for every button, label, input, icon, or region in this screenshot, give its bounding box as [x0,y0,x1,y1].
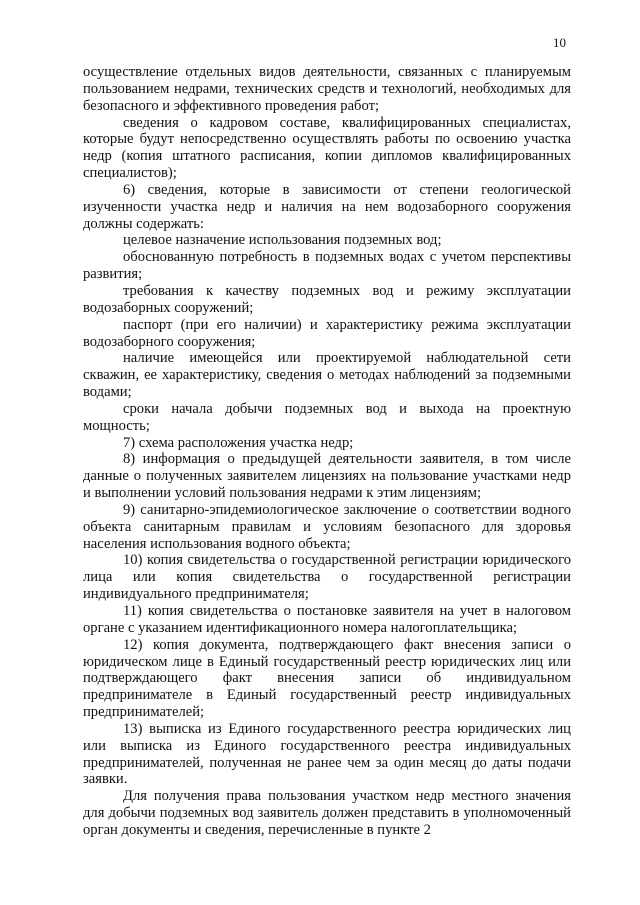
paragraph-9: сроки начала добычи подземных вод и выхода на проектную мощность; [83,400,571,434]
paragraph-10: 7) схема расположения участка недр; [123,434,354,451]
paragraph-2: сведения о кадровом составе, квалифицированных специалистах, которые будут непосредственно осуществлять работы по освоению участка недр (копия штатного расписания, копии дипломов квалифицированных специалистов); [83,114,571,182]
paragraph-1: осуществление отдельных видов деятельности, связанных с планируемым пользованием недрами, технических средств и технологий, необходимых для безопасного и эффективного проведения работ; [83,64,571,114]
paragraph-6: требования к качеству подземных вод и режиму эксплуатации водозаборных сооружений; [83,282,571,316]
paragraph-13: 10) копия свидетельства о государственной регистрации юридического лица или копия свидетельства о государственной регистрации индивидуального предпринимателя; [83,552,571,603]
paragraph-11: 8) информация о предыдущей деятельности заявителя, в том числе данные о полученных заявителем лицензиях на пользование участками недр и выполнении условий пользования недрами к этим лицензиям; [83,451,571,502]
document-body [83,64,571,839]
paragraph-5: обоснованную потребность в подземных водах с учетом перспективы развития; [83,249,571,283]
paragraph-4: целевое назначение использования подземных вод; [123,232,442,249]
paragraph-17: Для получения права пользования участком недр местного значения для добычи подземных вод заявитель должен представить в уполномоченный орган документы и сведения, перечисленные в пункте 2 [83,788,571,838]
page-number: 10 [553,35,566,50]
paragraph-16: 13) выписка из Единого государственного реестра юридических лиц или выписка из Единого государственного реестра индивидуальных предпринимателей, полученная не ранее чем за один месяц до даты подачи заявки. [83,720,571,788]
paragraph-8: наличие имеющейся или проектируемой наблюдательной сети скважин, ее характеристику, сведения о методах наблюдений за подземными водами; [83,350,571,401]
paragraph-3: 6) сведения, которые в зависимости от степени геологической изученности участка недр и наличия на нем водозаборного сооружения должны содержать: [83,181,571,232]
paragraph-15: 12) копия документа, подтверждающего факт внесения записи о юридическом лице в Единый государственный реестр юридических лиц или подтверждающего факт внесения записи об индивидуальном предпринимателе в Единый государственный реестр индивидуальных предпринимателей; [83,636,571,721]
paragraph-14: 11) копия свидетельства о постановке заявителя на учет в налоговом органе с указанием идентификационного номера налогоплательщика; [83,603,571,636]
paragraph-7: паспорт (при его наличии) и характеристику режима эксплуатации водозаборного сооружения; [83,316,571,350]
paragraph-12: 9) санитарно-эпидемиологическое заключение о соответствии водного объекта санитарным правилам и условиям безопасного для здоровья населения использования водного объекта; [83,501,571,552]
